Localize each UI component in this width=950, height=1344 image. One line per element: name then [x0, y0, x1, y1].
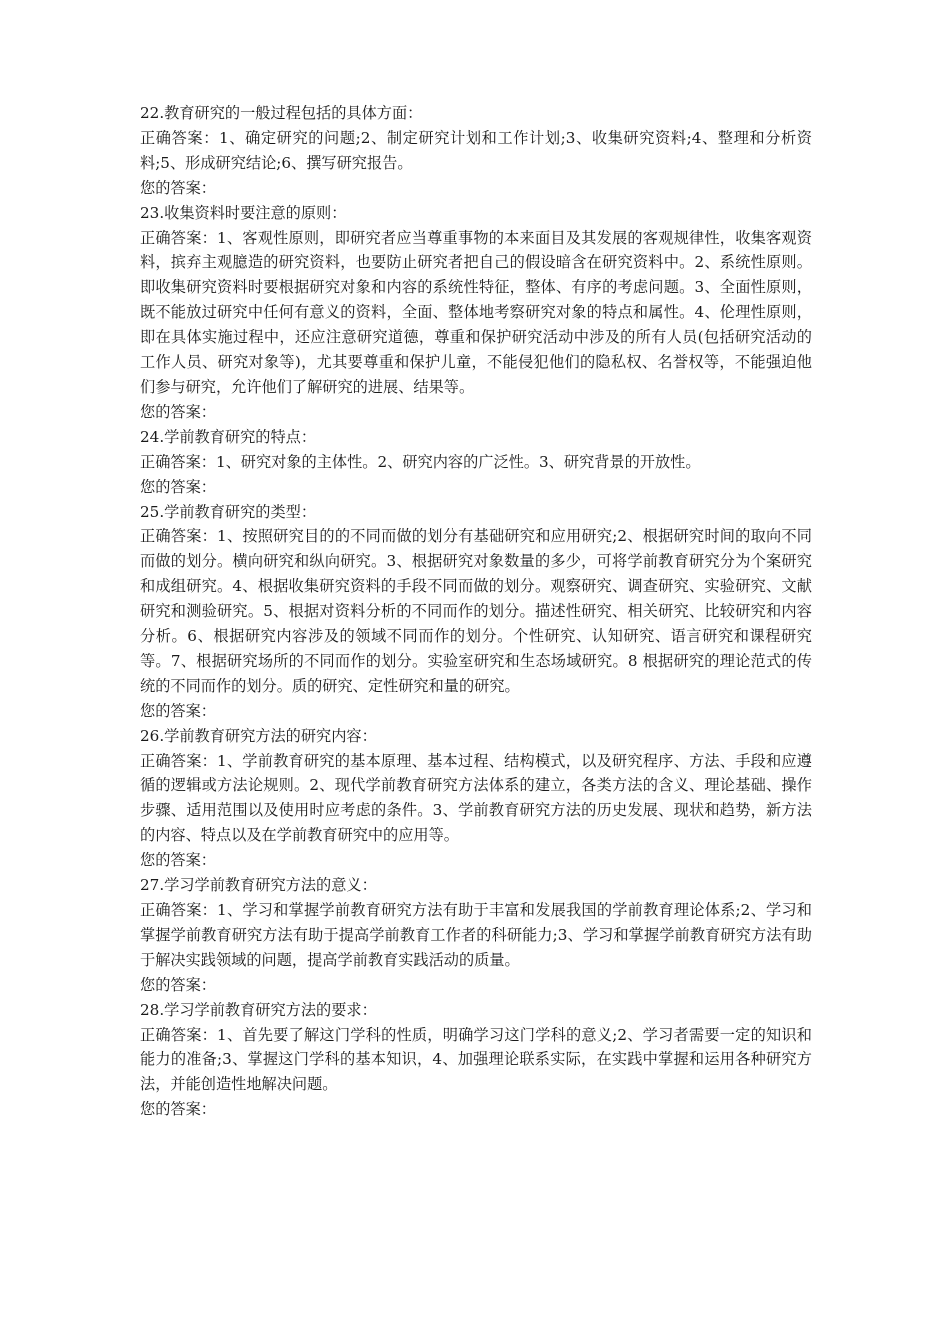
correct-answer: 正确答案：1、首先要了解这门学科的性质，明确学习这门学科的意义;2、学习者需要一定的知识和能力的准备;3、掌握这门学科的基本知识，4、加强理论联系实际，在实践中掌握和运用各种研究方法，并能创造性地解决问题。 — [140, 1025, 812, 1094]
correct-answer: 正确答案：1、学前教育研究的基本原理、基本过程、结构模式，以及研究程序、方法、手段和应遵循的逻辑或方法论规则。2、现代学前教育研究方法体系的建立，各类方法的含义、理论基础、操作步骤、适用范围以及使用时应考虑的条件。3、学前教育研究方法的历史发展、现状和趋势，新方法的内容、特点以及在学前教育研究中的应用等。 — [140, 751, 812, 845]
your-answer-label: 您的答案： — [140, 975, 216, 994]
question-title: 25.学前教育研究的类型： — [140, 502, 317, 521]
question-title: 27.学习学前教育研究方法的意义： — [140, 876, 377, 895]
question-block-26 — [140, 724, 812, 873]
question-title: 26.学前教育研究方法的研究内容： — [140, 726, 377, 745]
correct-answer: 正确答案：1、客观性原则，即研究者应当尊重事物的本来面目及其发展的客观规律性，收集客观资料，摈弃主观臆造的研究资料，也要防止研究者把自己的假设暗含在研究资料中。2、系统性原则。即收集研究资料时要根据研究对象和内容的系统性特征，整体、有序的考虑问题。3、全面性原则，既不能放过研究中任何有意义的资料，全面、整体地考察研究对象的特点和属性。4、伦理性原则，即在具体实施过程中，还应注意研究道德，尊重和保护研究活动中涉及的所有人员(包括研究活动的工作人员、研究对象等)，尤其要尊重和保护儿童，不能侵犯他们的隐私权、名誉权等，不能强迫他们参与研究，允许他们了解研究的进展、结果等。 — [140, 228, 812, 396]
question-title: 28.学习学前教育研究方法的要求： — [140, 1000, 377, 1019]
your-answer-label: 您的答案： — [140, 402, 216, 421]
document-content — [140, 101, 812, 1122]
question-title: 22.教育研究的一般过程包括的具体方面： — [140, 104, 423, 122]
your-answer-label: 您的答案： — [140, 701, 216, 720]
question-block-23 — [140, 201, 812, 425]
question-title: 23.收集资料时要注意的原则： — [140, 203, 347, 222]
question-block-27 — [140, 873, 812, 998]
correct-answer: 正确答案：1、研究对象的主体性。2、研究内容的广泛性。3、研究背景的开放性。 — [140, 452, 701, 471]
your-answer-label: 您的答案： — [140, 851, 216, 870]
question-block-28 — [140, 998, 812, 1123]
your-answer-label: 您的答案： — [140, 477, 216, 496]
question-block-24 — [140, 425, 812, 500]
question-block-22 — [140, 101, 812, 201]
question-block-25 — [140, 500, 812, 724]
your-answer-label: 您的答案： — [140, 178, 216, 197]
question-title: 24.学前教育研究的特点： — [140, 427, 317, 446]
correct-answer: 正确答案：1、确定研究的问题;2、制定研究计划和工作计划;3、收集研究资料;4、整理和分析资料;5、形成研究结论;6、撰写研究报告。 — [140, 128, 812, 172]
correct-answer: 正确答案：1、学习和掌握学前教育研究方法有助于丰富和发展我国的学前教育理论体系;2、学习和掌握学前教育研究方法有助于提高学前教育工作者的科研能力;3、学习和掌握学前教育研究方法有助于解决实践领域的问题，提高学前教育实践活动的质量。 — [140, 901, 812, 969]
correct-answer: 正确答案：1、按照研究目的的不同而做的划分有基础研究和应用研究;2、根据研究时间的取向不同而做的划分。横向研究和纵向研究。3、根据研究对象数量的多少，可将学前教育研究分为个案研究和成组研究。4、根据收集研究资料的手段不同而做的划分。观察研究、调查研究、实验研究、文献研究和测验研究。5、根据对资料分析的不同而作的划分。描述性研究、相关研究、比较研究和内容分析。6、根据研究内容涉及的领域不同而作的划分。个性研究、认知研究、语言研究和课程研究等。7、根据研究场所的不同而作的划分。实验室研究和生态场域研究。8 根据研究的理论范式的传统的不同而作的划分。质的研究、定性研究和量的研究。 — [140, 527, 812, 695]
your-answer-label: 您的答案： — [140, 1100, 216, 1119]
